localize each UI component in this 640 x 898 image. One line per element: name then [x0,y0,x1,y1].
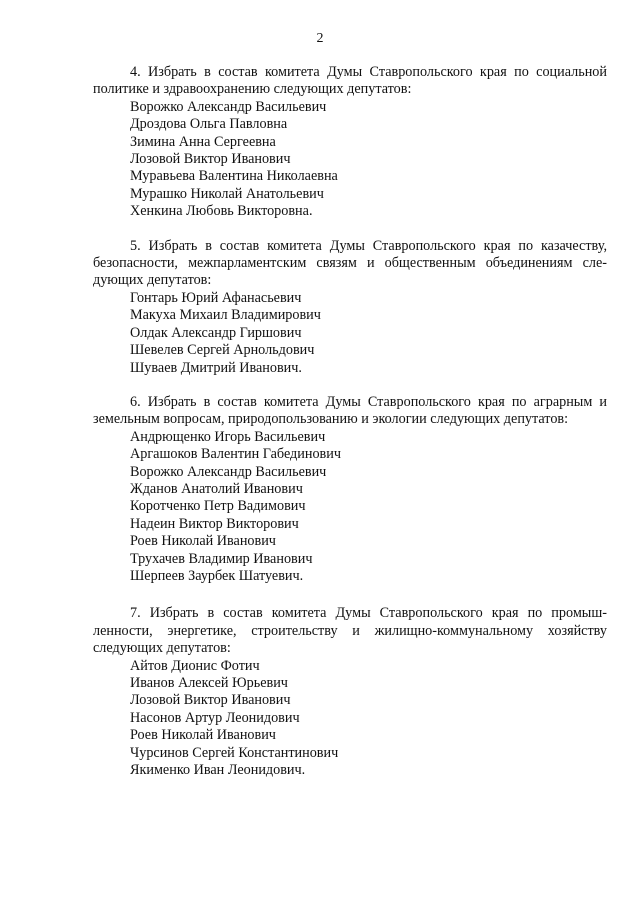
deputy-name: Лозовой Виктор Иванович [130,151,291,168]
deputy-name: Роев Николай Иванович [130,727,276,744]
section-committee-social-policy [93,64,607,221]
deputy-name: Лозовой Виктор Иванович [130,692,291,709]
deputy-name: Хенкина Любовь Викторовна. [130,203,313,220]
deputy-name: Жданов Анатолий Иванович [130,480,303,497]
section-paragraph: 4. Избрать в состав комитета Думы Ставропольского края по социальной политике и здравоохранению следующих депутатов: [93,64,607,98]
deputy-name: Иванов Алексей Юрьевич [130,675,288,691]
deputy-list [93,99,607,221]
deputy-name: Андрющенко Игорь Васильевич [130,428,326,445]
deputy-list [93,658,607,780]
deputy-name: Макуха Михаил Владимирович [130,307,321,324]
deputy-list [93,290,607,377]
section-paragraph: 7. Избрать в состав комитета Думы Ставропольского края по промышленности, энергетике, строительству и жилищно-коммунальному хозяйству следующих депутатов: [93,605,607,657]
deputy-name: Муравьева Валентина Николаевна [130,168,338,185]
deputy-name: Чурсинов Сергей Константинович [130,744,339,761]
deputy-name: Дроздова Ольга Павловна [130,116,288,133]
deputy-name: Роев Николай Иванович [130,533,276,550]
deputy-list [93,429,607,586]
deputy-name: Шерпеев Заурбек Шатуевич. [130,567,304,584]
deputy-name: Якименко Иван Леонидович. [130,762,306,779]
deputy-name: Трухачев Владимир Иванович [130,550,313,567]
deputy-name: Айтов Дионис Фотич [130,657,260,674]
section-paragraph: 6. Избрать в состав комитета Думы Ставропольского края по аграрным и земельным вопросам, природопользованию и экологии следующих депутатов: [93,393,607,428]
deputy-name: Олдак Александр Гиршович [130,324,302,341]
deputy-name: Ворожко Александр Васильевич [130,98,327,115]
page-number: 2 [316,31,324,46]
deputy-name: Коротченко Петр Вадимович [130,498,306,515]
section-committee-industry [93,605,607,779]
deputy-name: Насонов Артур Леонидович [130,709,300,726]
section-committee-cossacks-security [93,238,607,377]
deputy-name: Зимина Анна Сергеевна [130,133,276,150]
document-body [93,64,607,779]
deputy-name: Аргашоков Валентин Габединович [130,446,341,463]
deputy-name: Гонтарь Юрий Афанасьевич [130,289,302,306]
deputy-name: Надеин Виктор Викторович [130,515,299,532]
deputy-name: Шевелев Сергей Арнольдович [130,342,315,359]
deputy-name: Шуваев Дмитрий Иванович. [130,359,302,376]
section-committee-agrarian [93,394,607,585]
deputy-name: Ворожко Александр Васильевич [130,463,327,480]
deputy-name: Мурашко Николай Анатольевич [130,185,324,202]
section-paragraph: 5. Избрать в состав комитета Думы Ставропольского края по казачеству, безопасности, межпарламентским связям и общественным объединениям следующих депутатов: [93,237,607,289]
